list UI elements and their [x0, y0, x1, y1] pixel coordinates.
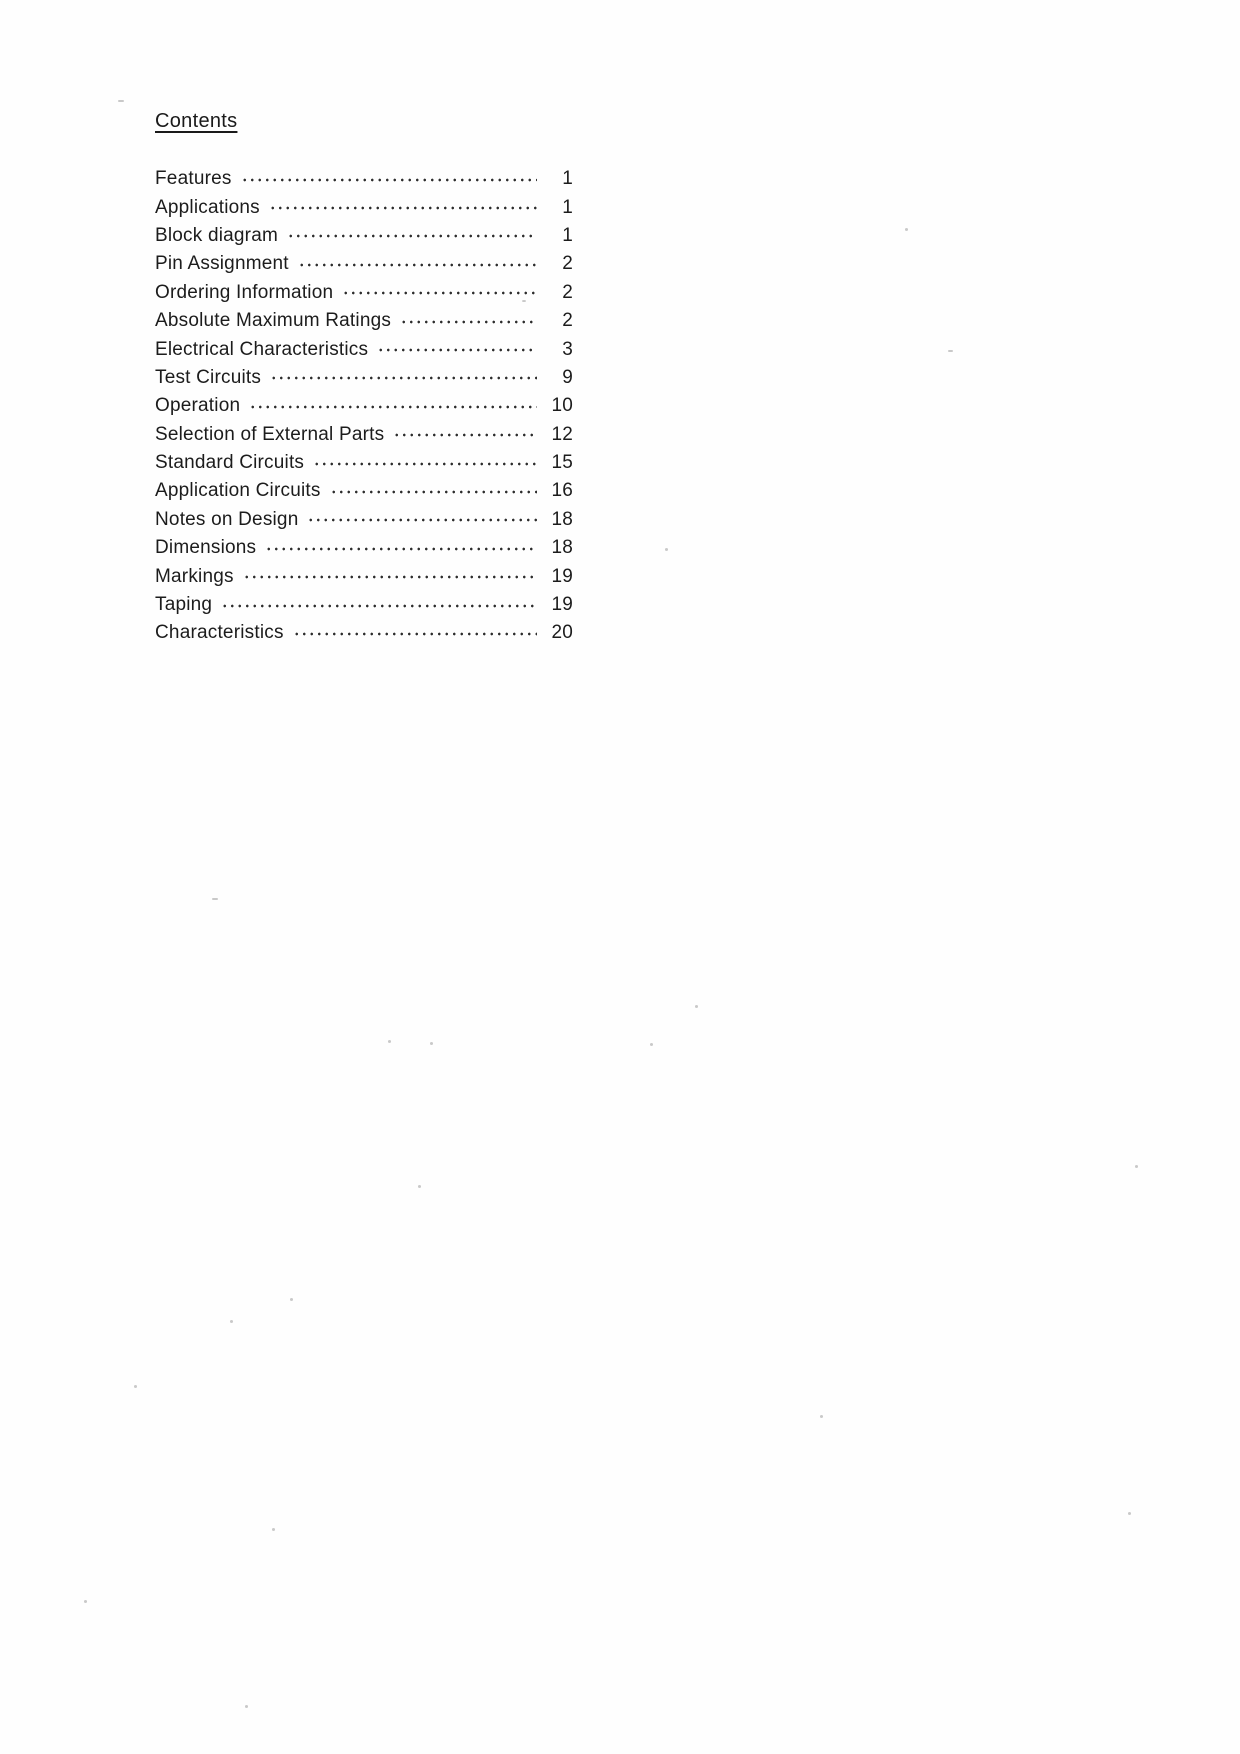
scan-speck: [820, 1415, 823, 1418]
toc-entry-label: Standard Circuits: [155, 452, 305, 474]
toc-entry-label: Taping: [155, 594, 213, 616]
toc-entry-page: 18: [551, 537, 573, 559]
toc-entry: [155, 619, 573, 647]
toc-entry-page: 1: [562, 168, 573, 190]
toc-entry-page: 18: [551, 508, 573, 530]
scan-speck: [134, 1385, 137, 1388]
scan-speck: [272, 1528, 275, 1531]
toc-entry-label: Ordering Information: [155, 281, 334, 303]
scan-speck: [948, 350, 953, 352]
toc-leader-dots: [298, 255, 537, 274]
toc-entry-page: 3: [562, 338, 573, 360]
scan-speck: [245, 1705, 248, 1708]
toc-entry: [155, 165, 573, 193]
toc-entry-label: Pin Assignment: [155, 253, 289, 275]
toc-entry: [155, 562, 573, 590]
table-of-contents: [155, 110, 573, 648]
toc-entry: [155, 222, 573, 250]
scan-speck: [650, 1043, 653, 1046]
toc-entry: [155, 449, 573, 477]
toc-entry-page: 19: [551, 594, 573, 616]
scan-speck: [388, 1040, 391, 1043]
toc-leader-dots: [221, 596, 537, 615]
toc-entry-label: Dimensions: [155, 537, 257, 559]
toc-entry-page: 1: [562, 196, 573, 218]
toc-leader-dots: [241, 170, 537, 189]
toc-entry-page: 2: [562, 253, 573, 275]
toc-entry-label: Applications: [155, 196, 260, 218]
toc-entry-label: Block diagram: [155, 224, 278, 246]
toc-entry-label: Notes on Design: [155, 508, 299, 530]
toc-entry-page: 9: [562, 366, 573, 388]
toc-leader-dots: [270, 368, 537, 387]
scan-speck: [84, 1600, 87, 1603]
scan-speck: [1135, 1165, 1138, 1168]
scan-speck: [290, 1298, 293, 1301]
toc-entry: [155, 421, 573, 449]
scan-speck: [1128, 1512, 1131, 1515]
toc-entry-page: 1: [562, 224, 573, 246]
toc-entry-page: 19: [551, 565, 573, 587]
toc-entry-label: Features: [155, 168, 232, 190]
toc-entry-page: 2: [562, 281, 573, 303]
toc-entry: [155, 477, 573, 505]
toc-entry: [155, 364, 573, 392]
toc-entry-page: 12: [551, 423, 573, 445]
toc-leader-dots: [287, 226, 537, 245]
toc-leader-dots: [342, 283, 537, 302]
toc-entry: [155, 193, 573, 221]
toc-entry: [155, 279, 573, 307]
toc-entry-page: 10: [551, 395, 573, 417]
toc-leader-dots: [313, 454, 537, 473]
scan-speck: [665, 548, 668, 551]
toc-entry-label: Test Circuits: [155, 366, 262, 388]
toc-entry: [155, 534, 573, 562]
toc-entry-label: Application Circuits: [155, 480, 321, 502]
toc-leader-dots: [377, 340, 537, 359]
scan-speck: [118, 100, 124, 102]
toc-leader-dots: [330, 482, 537, 501]
toc-entry: [155, 392, 573, 420]
toc-leader-dots: [400, 312, 537, 331]
page-title: Contents: [155, 110, 238, 132]
scan-speck: [230, 1320, 233, 1323]
toc-leader-dots: [393, 425, 537, 444]
scan-speck: [695, 1005, 698, 1008]
toc-entry: [155, 307, 573, 335]
toc-entry-label: Electrical Characteristics: [155, 338, 369, 360]
toc-leader-dots: [265, 539, 537, 558]
toc-entry: [155, 335, 573, 363]
toc-entry: [155, 250, 573, 278]
toc-entry-page: 15: [551, 452, 573, 474]
toc-leader-dots: [243, 567, 537, 586]
toc-leader-dots: [249, 397, 537, 416]
toc-leader-dots: [293, 624, 537, 643]
toc-leader-dots: [269, 198, 537, 217]
scan-speck: [905, 228, 908, 231]
toc-leader-dots: [307, 510, 537, 529]
scan-speck: [430, 1042, 433, 1045]
toc-entry-page: 20: [551, 622, 573, 644]
toc-entry: [155, 506, 573, 534]
scan-speck: [418, 1185, 421, 1188]
scan-speck: [522, 300, 526, 302]
toc-entry-label: Operation: [155, 395, 241, 417]
toc-entry-label: Absolute Maximum Ratings: [155, 310, 392, 332]
toc-entry: [155, 591, 573, 619]
scan-speck: [212, 898, 218, 900]
toc-entry-page: 16: [551, 480, 573, 502]
toc-entry-label: Selection of External Parts: [155, 423, 385, 445]
toc-entry-label: Characteristics: [155, 622, 284, 644]
toc-entry-page: 2: [562, 310, 573, 332]
toc-list: [155, 165, 573, 648]
toc-entry-label: Markings: [155, 565, 234, 587]
